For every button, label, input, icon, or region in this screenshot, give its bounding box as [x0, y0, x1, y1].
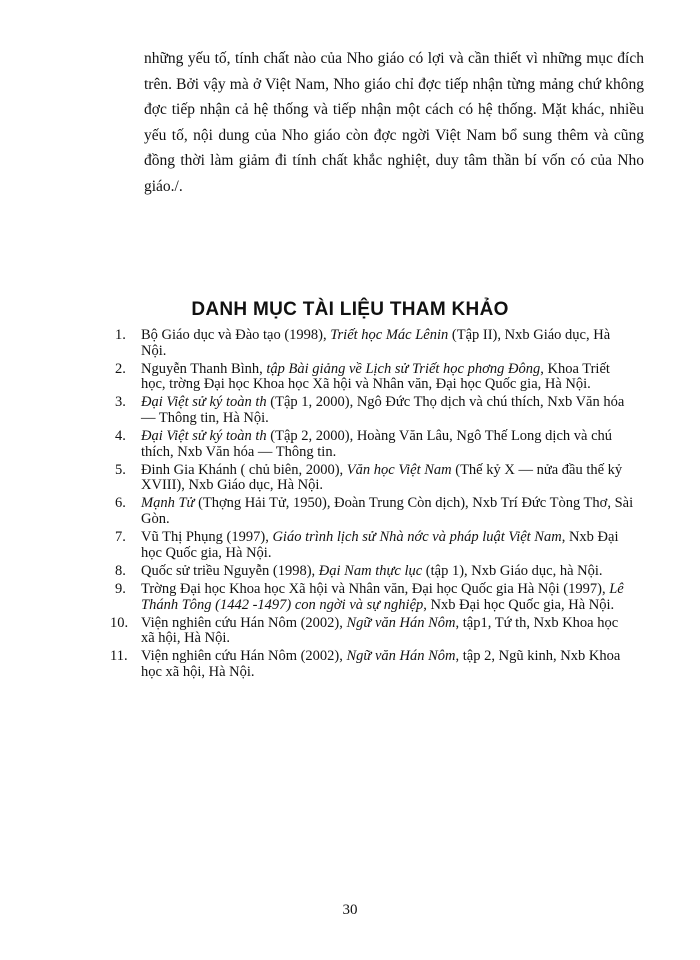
reference-title: Đại Nam thực lục	[318, 562, 423, 579]
reference-number: 8.	[115, 562, 126, 579]
intro-paragraph: những yếu tố, tính chất nào của Nho giáo có lợi và cần thiết vì những mục đích trên. Bởi vậy mà ở Việt Nam, Nho giáo chỉ đợc tiếp nhận từng mảng chứ không đợc tiếp nhận cả hệ thống và tiếp nhận một cách có hệ thống. Mặt khác, nhiều yếu tố, nội dung của Nho giáo còn đợc ngời Việt Nam bổ sung thêm và cũng đồng thời làm giảm đi tính chất khắc nghiệt, duy tâm thần bí vốn có của Nho giáo./.	[144, 50, 644, 195]
reference-text: Nguyễn Thanh Bình,	[141, 360, 267, 377]
reference-number: 10.	[110, 614, 129, 631]
reference-item	[115, 530, 635, 561]
page-number: 30	[342, 902, 358, 918]
reference-title: Ngữ văn Hán Nôm	[346, 614, 456, 631]
reference-text: Viện nghiên cứu Hán Nôm (2002),	[141, 648, 347, 665]
reference-item	[115, 395, 635, 426]
reference-title: Văn học Việt Nam	[346, 461, 452, 478]
reference-item	[115, 564, 635, 580]
reference-number: 9.	[115, 581, 126, 597]
reference-title: Ngữ văn Hán Nôm	[346, 648, 456, 665]
reference-item	[115, 463, 635, 494]
reference-item	[115, 582, 635, 613]
reference-text: (tập 1), Nxb Giáo dục, hà Nội.	[422, 562, 603, 579]
reference-number: 2.	[115, 360, 126, 377]
reference-text: Bộ Giáo dục và Đào tạo (1998),	[141, 327, 331, 343]
reference-title: tập Bài giảng về Lịch sử Triết học phơng Đông	[266, 360, 541, 377]
reference-text: (Tập II), Nxb Giáo dục, Hà Nội.	[141, 327, 611, 359]
reference-text: Trờng Đại học Khoa học Xã hội và Nhân văn, Đại học Quốc gia Hà Nội (1997),	[141, 581, 610, 597]
reference-title: Lê Thánh Tông (1442 -1497) con ngời và sự nghiệp	[141, 581, 624, 613]
reference-number: 11.	[110, 648, 128, 665]
reference-text: Viện nghiên cứu Hán Nôm (2002),	[141, 614, 347, 631]
reference-number: 1.	[115, 327, 126, 343]
references-heading: DANH MỤC TÀI LIỆU THAM KHẢO	[191, 299, 509, 320]
reference-number: 6.	[115, 495, 126, 512]
reference-text: Vũ Thị Phụng (1997),	[141, 529, 273, 546]
reference-text: (Thế kỷ X — nửa đầu thế kỷ XVIII), Nxb Giáo dục, Hà Nội.	[141, 461, 623, 494]
reference-text: , tập 2, Ngũ kinh, Nxb Khoa học xã hội, Hà Nội.	[141, 648, 621, 680]
reference-title: Đại Việt sử ký toàn th	[141, 394, 267, 411]
reference-text: Đinh Gia Khánh ( chủ biên, 2000),	[141, 461, 347, 478]
reference-number: 7.	[115, 529, 126, 546]
reference-title: Giáo trình lịch sử Nhà nớc và pháp luật Việt Nam	[272, 529, 562, 546]
reference-text: , Khoa Triết học, trờng Đại học Khoa học Xã hội và Nhân văn, Đại học Quốc gia, Hà Nội.	[141, 360, 610, 393]
reference-title: Triết học Mác Lênin	[330, 327, 449, 343]
reference-text: , Nxb Đại học Quốc gia, Hà Nội.	[141, 529, 619, 561]
reference-item	[115, 328, 635, 359]
reference-item	[110, 614, 635, 647]
reference-item	[115, 362, 635, 393]
reference-text: (Tập 2, 2000), Hoàng Văn Lâu, Ngô Thế Long dịch và chú thích, Nxb Văn hóa — Thông tin.	[141, 428, 613, 460]
reference-number: 3.	[115, 394, 126, 411]
reference-item	[115, 496, 635, 527]
reference-text: Quốc sử triều Nguyễn (1998),	[141, 562, 319, 579]
reference-number: 5.	[115, 461, 126, 478]
reference-item	[115, 429, 635, 460]
reference-text: , Nxb Đại học Quốc gia, Hà Nội.	[423, 596, 615, 613]
reference-list	[110, 327, 635, 683]
reference-title: Đại Việt sử ký toàn th	[141, 428, 267, 445]
reference-text: , tập1, Tứ th, Nxb Khoa học xã hội, Hà Nội.	[141, 614, 619, 647]
reference-title: Mạnh Tử	[141, 495, 195, 512]
reference-number: 4.	[115, 428, 126, 445]
reference-text: (Tập 1, 2000), Ngô Đức Thọ dịch và chú thích, Nxb Văn hóa — Thông tin, Hà Nội.	[141, 394, 625, 426]
reference-text: (Thợng Hải Tử, 1950), Đoàn Trung Còn dịch), Nxb Trí Đức Tòng Thơ, Sài Gòn.	[141, 495, 634, 527]
reference-item	[110, 648, 635, 680]
